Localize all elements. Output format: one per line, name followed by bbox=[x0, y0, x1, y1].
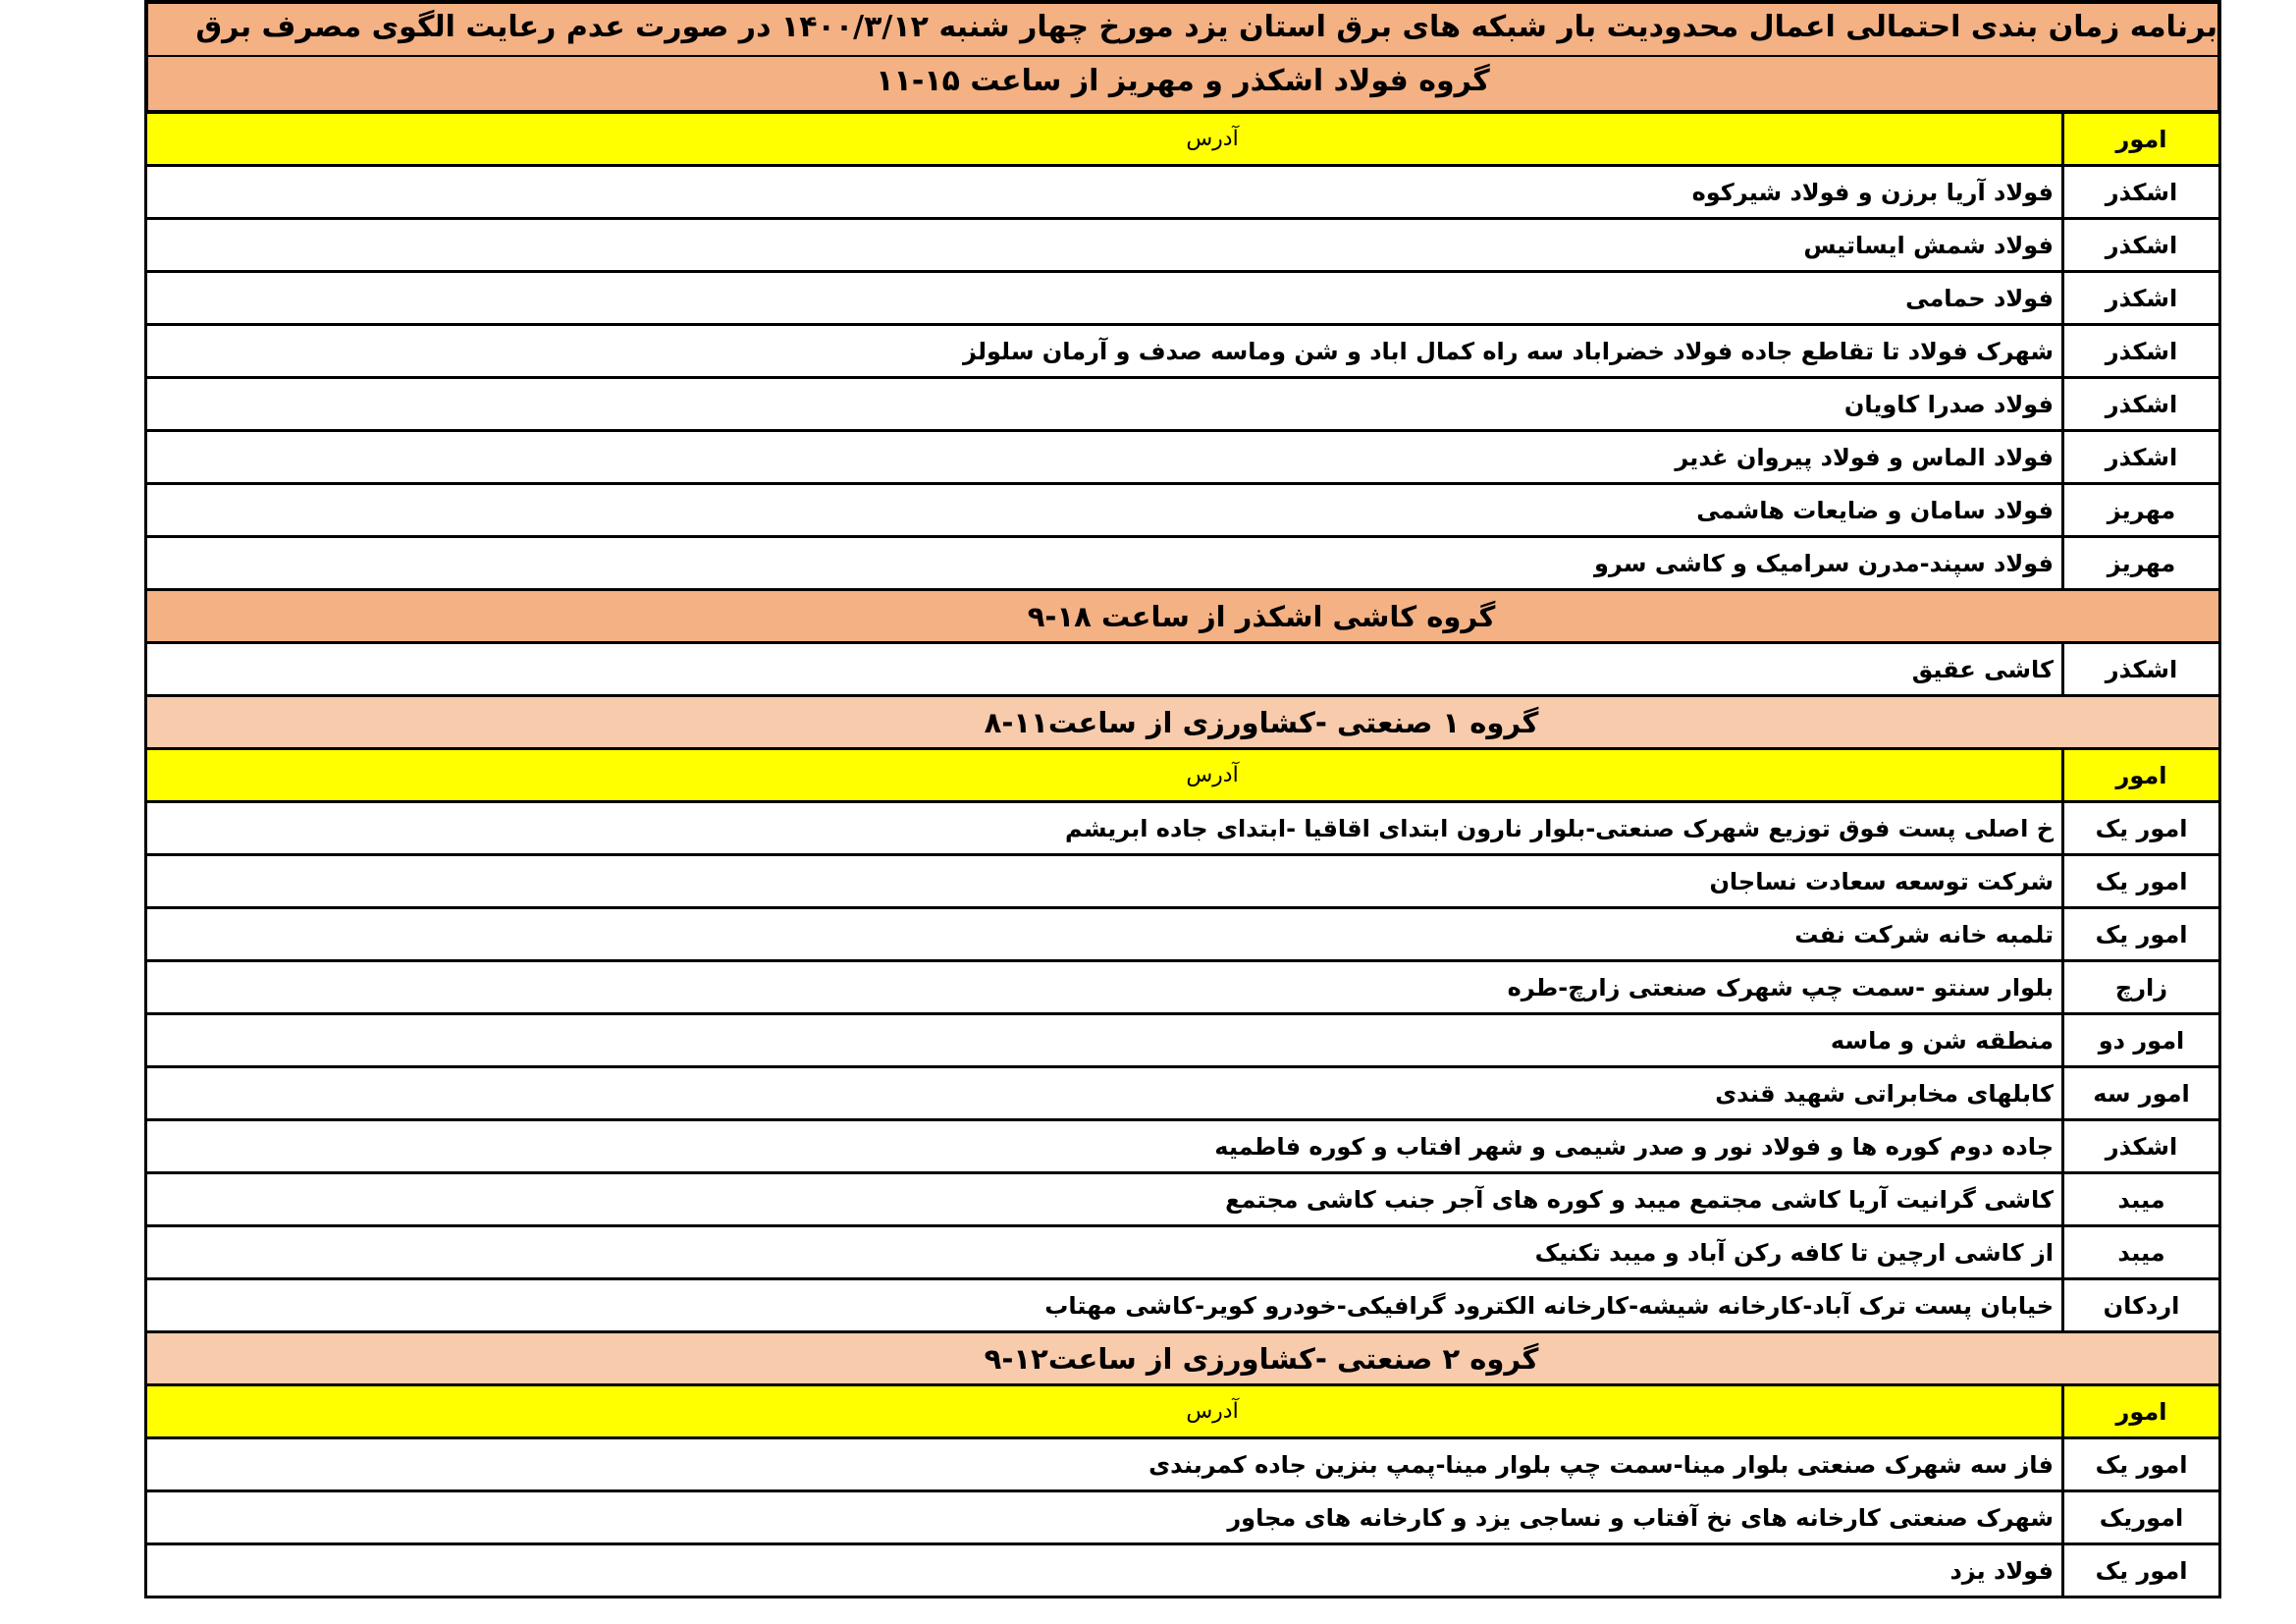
table-row bbox=[144, 1439, 2221, 1492]
schedule-sheet bbox=[144, 0, 2221, 1598]
title-box bbox=[144, 0, 2221, 114]
address-cell: شرکت توسعه سعادت نساجان bbox=[1709, 867, 2054, 895]
header-omur: امور bbox=[2061, 114, 2218, 164]
header-address: آدرس bbox=[1186, 763, 1239, 787]
table-row bbox=[144, 1280, 2221, 1333]
omur-cell: زارچ bbox=[2061, 962, 2218, 1012]
table-header bbox=[144, 114, 2221, 167]
table-row bbox=[144, 962, 2221, 1015]
omur-cell: اشکذر bbox=[2061, 326, 2218, 376]
address-cell: تلمبه خانه شرکت نفت bbox=[1794, 920, 2054, 948]
address-cell: فولاد یزد bbox=[1949, 1556, 2054, 1585]
omur-cell: اشکذر bbox=[2061, 220, 2218, 270]
address-cell: خ اصلی پست فوق توزیع شهرک صنعتی-بلوار نارون ابتدای اقاقیا -ابتدای جاده ابریشم bbox=[1065, 814, 2054, 842]
address-cell: فولاد سپند-مدرن سرامیک و کاشی سرو bbox=[1594, 549, 2054, 577]
address-cell: کاشی گرانیت آریا کاشی مجتمع میبد و کوره های آجر جنب کاشی مجتمع bbox=[1225, 1185, 2054, 1214]
header-address: آدرس bbox=[1186, 1399, 1239, 1424]
omur-cell: میبد bbox=[2061, 1227, 2218, 1277]
table-header bbox=[144, 1386, 2221, 1439]
address-cell: خیابان پست ترک آباد-کارخانه شیشه-کارخانه الکترود گرافیکی-خودرو کویر-کاشی مهتاب bbox=[1044, 1291, 2054, 1320]
table-row bbox=[144, 856, 2221, 909]
table-row bbox=[144, 1492, 2221, 1545]
group-title-text: گروه ۲ صنعتی -کشاورزی از ساعت۱۲-۹ bbox=[984, 1341, 1539, 1376]
table-row bbox=[144, 1121, 2221, 1174]
group-title-industrial-2 bbox=[144, 1333, 2221, 1386]
address-cell: شهرک فولاد تا تقاطع جاده فولاد خضراباد سه راه کمال اباد و شن وماسه صدف و آرمان سلولز bbox=[963, 337, 2054, 365]
omur-cell: مهریز bbox=[2061, 538, 2218, 588]
group-title-tile bbox=[144, 591, 2221, 644]
address-cell: فولاد آریا برزن و فولاد شیرکوه bbox=[1691, 178, 2054, 206]
group-title-industrial-1 bbox=[144, 697, 2221, 750]
table-row bbox=[144, 485, 2221, 538]
address-cell: کابلهای مخابراتی شهید قندی bbox=[1715, 1079, 2054, 1108]
table-row bbox=[144, 1174, 2221, 1227]
address-cell: فولاد صدرا کاویان bbox=[1843, 390, 2054, 418]
table-row bbox=[144, 1545, 2221, 1598]
table-row bbox=[144, 1015, 2221, 1068]
omur-cell: اردکان bbox=[2061, 1280, 2218, 1330]
omur-cell: مهریز bbox=[2061, 485, 2218, 535]
omur-cell: امور دو bbox=[2061, 1015, 2218, 1065]
address-cell: منطقه شن و ماسه bbox=[1830, 1026, 2054, 1055]
address-cell: فولاد حمامی bbox=[1905, 284, 2054, 312]
omur-cell: اشکذر bbox=[2061, 1121, 2218, 1171]
table-row bbox=[144, 273, 2221, 326]
table-row bbox=[144, 432, 2221, 485]
omur-cell: اشکذر bbox=[2061, 432, 2218, 482]
table-row bbox=[144, 220, 2221, 273]
address-cell: فولاد الماس و فولاد پیروان غدیر bbox=[1675, 443, 2054, 471]
document-title: برنامه زمان بندی احتمالی اعمال محدودیت بار شبکه های برق استان یزد مورخ چهار شنبه ۱۴۰۰/۳/۱۲ در صورت عدم رعایت الگوی مصرف برق bbox=[148, 4, 2217, 57]
omur-cell: اموریک bbox=[2061, 1492, 2218, 1543]
table-row bbox=[144, 167, 2221, 220]
omur-cell: امور یک bbox=[2061, 856, 2218, 906]
table-row bbox=[144, 379, 2221, 432]
omur-cell: امور سه bbox=[2061, 1068, 2218, 1118]
address-cell: جاده دوم کوره ها و فولاد نور و صدر شیمی و شهر افتاب و کوره فاطمیه bbox=[1214, 1132, 2054, 1161]
header-address: آدرس bbox=[1186, 127, 1239, 151]
table-row bbox=[144, 326, 2221, 379]
omur-cell: امور یک bbox=[2061, 803, 2218, 853]
table-row bbox=[144, 1068, 2221, 1121]
address-cell: بلوار سنتو -سمت چپ شهرک صنعتی زارچ-طره bbox=[1507, 973, 2054, 1001]
address-cell: شهرک صنعتی کارخانه های نخ آفتاب و نساجی یزد و کارخانه های مجاور bbox=[1227, 1503, 2054, 1532]
omur-cell: اشکذر bbox=[2061, 379, 2218, 429]
header-omur: امور bbox=[2061, 1386, 2218, 1436]
group-title-steel: گروه فولاد اشکذر و مهریز از ساعت ۱۵-۱۱ bbox=[876, 64, 1490, 98]
address-cell: کاشی عقیق bbox=[1911, 655, 2054, 683]
header-omur: امور bbox=[2061, 750, 2218, 800]
address-cell: فولاد شمش ایساتیس bbox=[1803, 231, 2054, 259]
address-cell: از کاشی ارچین تا کافه رکن آباد و میبد تکنیک bbox=[1534, 1238, 2054, 1267]
table-row bbox=[144, 644, 2221, 697]
omur-cell: امور یک bbox=[2061, 1439, 2218, 1489]
group-title-text: گروه کاشی اشکذر از ساعت ۱۸-۹ bbox=[1027, 599, 1496, 633]
omur-cell: اشکذر bbox=[2061, 644, 2218, 694]
omur-cell: اشکذر bbox=[2061, 167, 2218, 217]
omur-cell: امور یک bbox=[2061, 1545, 2218, 1596]
omur-cell: میبد bbox=[2061, 1174, 2218, 1224]
table-row bbox=[144, 538, 2221, 591]
group-title-text: گروه ۱ صنعتی -کشاورزی از ساعت۱۱-۸ bbox=[984, 705, 1539, 739]
omur-cell: اشکذر bbox=[2061, 273, 2218, 323]
table-row bbox=[144, 1227, 2221, 1280]
table-header bbox=[144, 750, 2221, 803]
address-cell: فولاد سامان و ضایعات هاشمی bbox=[1696, 496, 2054, 524]
address-cell: فاز سه شهرک صنعتی بلوار مینا-سمت چپ بلوار مینا-پمپ بنزین جاده کمربندی bbox=[1148, 1450, 2054, 1479]
omur-cell: امور یک bbox=[2061, 909, 2218, 959]
table-row bbox=[144, 909, 2221, 962]
table-row bbox=[144, 803, 2221, 856]
